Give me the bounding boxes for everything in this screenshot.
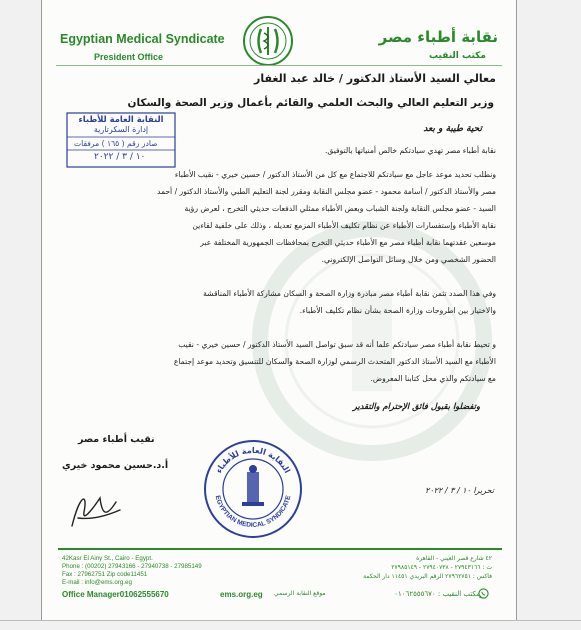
letterhead-office-ar: مكتب النقيب <box>429 51 486 61</box>
body-line: وفي هذا الصدد تثمن نقابة أطباء مصر مبادرة وزارة الصحة و السكان مشاركة الأطباء المناقشة <box>203 289 496 298</box>
whatsapp-icon <box>478 588 489 599</box>
round-stamp-ar: النقابة العامة للأطباء <box>214 445 292 475</box>
footer-office-manager: Office Manager01062555670 <box>62 590 169 599</box>
footer-fax-ar: فاكس : ٢٧٩٦٢٧٥١ الرقم البريدي ١١٤٥١ دار الحكمة <box>363 573 492 580</box>
footer-phone-ar: ت : ٢٧٩٤٣١٦٦ - ٢٧٩٤٠٧٣٨ - ٢٧٩٨٥١٤٩ <box>391 564 492 571</box>
footer-office-phone-ar: مكتب النقيب : ٠١٠٦٢٥٥٥٦٧٠ <box>394 590 480 598</box>
footer-fax-en: Fax : 27962751 Zip code11451 <box>62 571 148 578</box>
letterhead-divider <box>56 65 502 66</box>
signatory-name: أ.د.حسين محمود خيري <box>62 460 169 471</box>
footer-phone-en: Phone : (00202) 27943166 - 27940738 - 27985149 <box>62 563 202 570</box>
body-line: الحضور الشخصي ومن خلال وسائل التواصل الإلكتروني. <box>321 255 496 264</box>
recipient-title: وزير التعليم العالي والبحث العلمي والقائم بأعمال وزير الصحة والسكان <box>127 97 494 109</box>
footer-website: ems.org.eg <box>220 590 263 599</box>
body-line: والاختيار بين اطروحات وزارة الصحة بشأن نظام تكليف الأطباء. <box>299 306 496 315</box>
body-line: مع سيادتكم والذي محل كتابنا المعروض. <box>370 374 496 383</box>
round-stamp-en: EGYPTIAN MEDICAL SYNDICATE <box>213 494 293 530</box>
viewer-left-margin <box>0 0 42 629</box>
body-line: نقابة الأطباء وإستفسارات الأطباء عن نظام تكليف الأطباء المزمع تعديله ، وذلك على خلفية لقاءين <box>192 221 496 230</box>
greeting: تحية طيبة و بعد <box>423 124 482 134</box>
body-line: موسعين عقدتهما نقابة أطباء مصر مع الأطباء حديثي التخرج بمحافظات الجمهورية المختلفة عبر <box>200 238 496 247</box>
body-line: و تحيط نقابة أطباء مصر سيادتكم علما أنه قد سبق تواصل السيد الأستاذ الدكتور / حسين خيري - نقيب <box>178 340 496 349</box>
body-line: الأطباء مع السيد الأستاذ الدكتور المتحدث الرسمي لوزارة الصحة والسكان للتنسيق وتحديد موعد إجتماع <box>173 357 496 366</box>
signatory-title: نقيب أطباء مصر <box>78 434 155 445</box>
syndicate-round-stamp-icon <box>202 438 304 540</box>
body-line: السيد - عضو مجلس النقابة ولجنة الشباب وبعض الأطباء ممثلي الدفعات حديثي التخرج ، لعرض رؤية <box>184 204 496 213</box>
stamp-org: النقابة العامة للأطباء <box>78 114 164 124</box>
body-line: مصر والأستاذ الدكتور / أسامة محمود - عضو مجلس النقابة ومقرر لجنة التعليم الطبي والأستاذ الدكتور / أحمد <box>156 187 496 196</box>
syndicate-emblem-icon <box>242 15 294 67</box>
body-line: ونطلب تحديد موعد عاجل مع سيادتكم للاجتماع مع كل من الأستاذ الدكتور / حسين خيري - نقيب الأطباء <box>174 170 496 179</box>
letterhead-org-ar: نقابة أطباء مصر <box>378 28 498 46</box>
footer-divider <box>58 548 502 550</box>
letter-date: تحريرا ١٠ / ٣ / ٢٠٢٢ <box>425 486 494 495</box>
stamp-date: ١٠ / ٣ / ٢٠٢٢ <box>94 152 146 162</box>
letterhead-office-en: President Office <box>94 52 164 62</box>
recipient-salutation: معالي السيد الأستاذ الدكتور / خالد عبد الغفار <box>254 72 496 85</box>
stamp-number: صادر رقم ( ١٦٥ ) مرفقات <box>74 139 158 148</box>
footer-address-ar: ٤٢ شارع قصر العيني - القاهرة <box>416 555 492 562</box>
viewer-right-margin <box>516 0 581 629</box>
stamp-department: إدارة السكرتارية <box>93 125 149 134</box>
outgoing-stamp <box>66 112 176 168</box>
body-line: نقابة أطباء مصر تهدي سيادتكم خالص أمنياتها بالتوفيق. <box>324 146 496 155</box>
letter-page <box>42 0 516 620</box>
footer-address-en: 42Kasr El Ainy St., Cairo - Egypt. <box>62 555 153 562</box>
closing-line: وتفضلوا بقبول فائق الإحترام والتقدير <box>352 401 480 411</box>
footer-website-label: موقع النقابة الرسمي <box>274 590 326 597</box>
letterhead-org-en: Egyptian Medical Syndicate <box>60 32 225 46</box>
handwritten-signature-icon <box>66 488 124 534</box>
footer-email-en: E-mail : info@ems.org.eg <box>62 579 132 586</box>
